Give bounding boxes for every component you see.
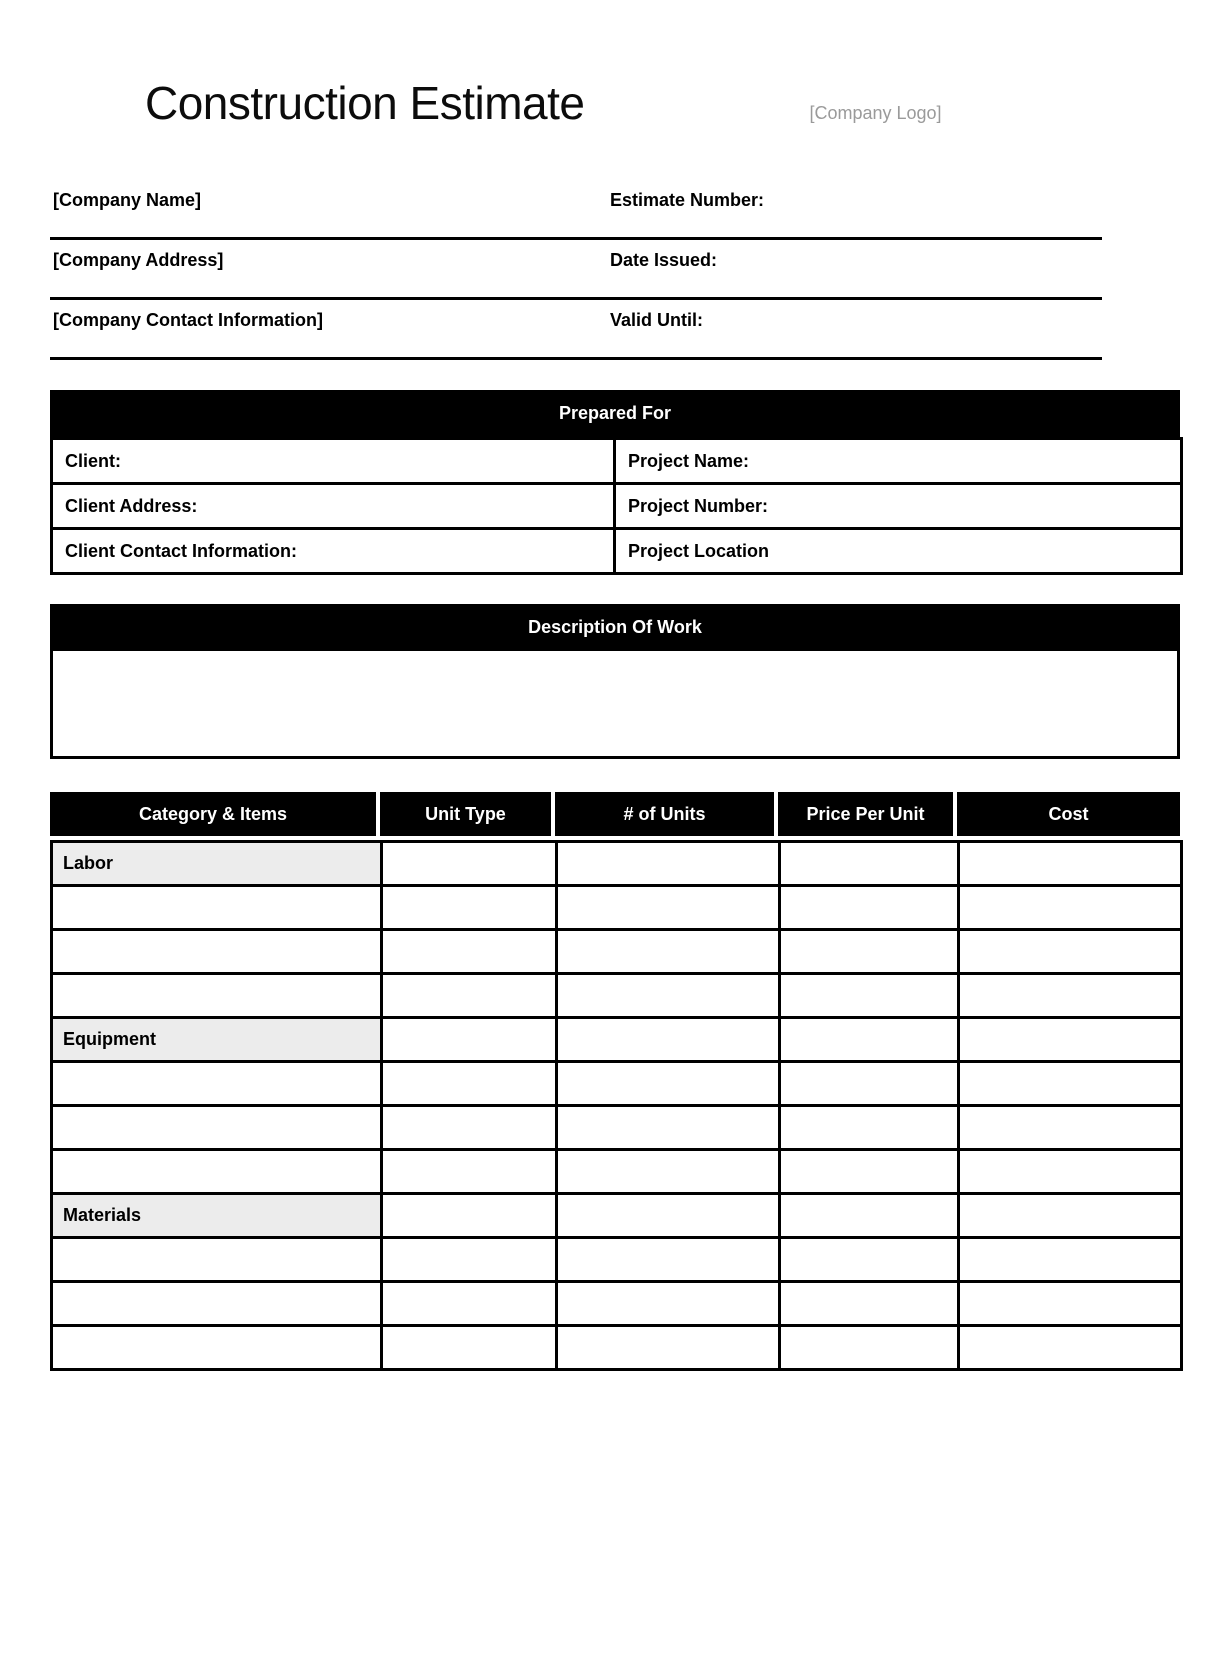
client-field[interactable]: Client:	[52, 439, 615, 484]
item-cell[interactable]	[52, 1282, 382, 1326]
num-units-cell[interactable]	[557, 1238, 780, 1282]
company-info-section	[50, 180, 1102, 360]
company-logo-placeholder: [Company Logo]	[809, 103, 942, 123]
item-cell[interactable]	[52, 1238, 382, 1282]
cost-cell[interactable]	[959, 930, 1182, 974]
estimate-table-header	[50, 792, 1180, 836]
description-of-work-section	[50, 604, 1180, 759]
table-row	[52, 1282, 1182, 1326]
description-of-work-header: Description Of Work	[50, 604, 1180, 651]
prepared-for-section	[50, 390, 1180, 575]
estimate-items-section	[50, 792, 1180, 1371]
cost-cell[interactable]	[959, 1106, 1182, 1150]
num-units-cell[interactable]	[557, 1150, 780, 1194]
prepared-for-header: Prepared For	[50, 390, 1180, 437]
item-cell[interactable]	[52, 1062, 382, 1106]
valid-until-label: Valid Until:	[610, 310, 704, 331]
price-per-unit-cell[interactable]	[780, 1018, 959, 1062]
unit-type-cell[interactable]	[382, 1062, 557, 1106]
category-label-equipment: Equipment	[52, 1018, 382, 1062]
category-row-equipment	[52, 1018, 1182, 1062]
unit-type-cell[interactable]	[382, 930, 557, 974]
company-info-row	[50, 240, 1102, 300]
cost-cell[interactable]	[959, 1326, 1182, 1370]
num-units-cell[interactable]	[557, 1326, 780, 1370]
column-header-num-units: # of Units	[555, 792, 778, 836]
price-per-unit-cell[interactable]	[780, 1106, 959, 1150]
num-units-cell[interactable]	[557, 886, 780, 930]
prepared-for-table	[50, 437, 1183, 575]
cost-cell[interactable]	[959, 1238, 1182, 1282]
column-header-price-per-unit: Price Per Unit	[778, 792, 957, 836]
column-header-category-items: Category & Items	[50, 792, 380, 836]
table-row	[52, 1106, 1182, 1150]
estimate-number-label: Estimate Number:	[610, 190, 765, 211]
document-header	[50, 76, 1180, 131]
company-contact-label: [Company Contact Information]	[53, 310, 323, 331]
num-units-cell[interactable]	[557, 930, 780, 974]
construction-estimate-document	[0, 76, 1224, 1371]
estimate-table	[50, 840, 1183, 1371]
column-header-cost: Cost	[957, 792, 1180, 836]
category-label-labor: Labor	[52, 842, 382, 886]
table-row	[52, 1326, 1182, 1370]
item-cell[interactable]	[52, 1106, 382, 1150]
price-per-unit-cell[interactable]	[780, 886, 959, 930]
unit-type-cell[interactable]	[382, 1194, 557, 1238]
cost-cell[interactable]	[959, 886, 1182, 930]
company-name-label: [Company Name]	[53, 190, 202, 211]
num-units-cell[interactable]	[557, 1282, 780, 1326]
price-per-unit-cell[interactable]	[780, 1238, 959, 1282]
price-per-unit-cell[interactable]	[780, 974, 959, 1018]
table-row	[52, 484, 1182, 529]
category-label-materials: Materials	[52, 1194, 382, 1238]
description-of-work-field[interactable]	[50, 651, 1180, 759]
table-row	[52, 886, 1182, 930]
num-units-cell[interactable]	[557, 1194, 780, 1238]
category-row-labor	[52, 842, 1182, 886]
price-per-unit-cell[interactable]	[780, 1326, 959, 1370]
price-per-unit-cell[interactable]	[780, 1194, 959, 1238]
cost-cell[interactable]	[959, 1194, 1182, 1238]
unit-type-cell[interactable]	[382, 842, 557, 886]
unit-type-cell[interactable]	[382, 1018, 557, 1062]
price-per-unit-cell[interactable]	[780, 842, 959, 886]
item-cell[interactable]	[52, 1326, 382, 1370]
num-units-cell[interactable]	[557, 1018, 780, 1062]
company-info-row	[50, 180, 1102, 240]
table-row	[52, 439, 1182, 484]
table-row	[52, 1150, 1182, 1194]
table-row	[52, 529, 1182, 574]
num-units-cell[interactable]	[557, 974, 780, 1018]
unit-type-cell[interactable]	[382, 1238, 557, 1282]
price-per-unit-cell[interactable]	[780, 1282, 959, 1326]
cost-cell[interactable]	[959, 1282, 1182, 1326]
column-header-unit-type: Unit Type	[380, 792, 555, 836]
page-title: Construction Estimate	[145, 77, 585, 129]
item-cell[interactable]	[52, 974, 382, 1018]
unit-type-cell[interactable]	[382, 974, 557, 1018]
price-per-unit-cell[interactable]	[780, 930, 959, 974]
company-address-label: [Company Address]	[53, 250, 224, 271]
unit-type-cell[interactable]	[382, 886, 557, 930]
price-per-unit-cell[interactable]	[780, 1062, 959, 1106]
unit-type-cell[interactable]	[382, 1150, 557, 1194]
unit-type-cell[interactable]	[382, 1326, 557, 1370]
unit-type-cell[interactable]	[382, 1106, 557, 1150]
item-cell[interactable]	[52, 930, 382, 974]
cost-cell[interactable]	[959, 1150, 1182, 1194]
table-row	[52, 930, 1182, 974]
cost-cell[interactable]	[959, 842, 1182, 886]
item-cell[interactable]	[52, 886, 382, 930]
project-number-field[interactable]: Project Number:	[615, 484, 1182, 529]
table-row	[52, 974, 1182, 1018]
cost-cell[interactable]	[959, 1062, 1182, 1106]
table-row	[52, 1062, 1182, 1106]
table-row	[52, 1238, 1182, 1282]
num-units-cell[interactable]	[557, 1062, 780, 1106]
date-issued-label: Date Issued:	[610, 250, 718, 271]
unit-type-cell[interactable]	[382, 1282, 557, 1326]
client-contact-field[interactable]: Client Contact Information:	[52, 529, 615, 574]
price-per-unit-cell[interactable]	[780, 1150, 959, 1194]
client-address-field[interactable]: Client Address:	[52, 484, 615, 529]
company-info-row	[50, 300, 1102, 360]
category-row-materials	[52, 1194, 1182, 1238]
num-units-cell[interactable]	[557, 1106, 780, 1150]
item-cell[interactable]	[52, 1150, 382, 1194]
project-location-field[interactable]: Project Location	[615, 529, 1182, 574]
cost-cell[interactable]	[959, 974, 1182, 1018]
cost-cell[interactable]	[959, 1018, 1182, 1062]
project-name-field[interactable]: Project Name:	[615, 439, 1182, 484]
num-units-cell[interactable]	[557, 842, 780, 886]
